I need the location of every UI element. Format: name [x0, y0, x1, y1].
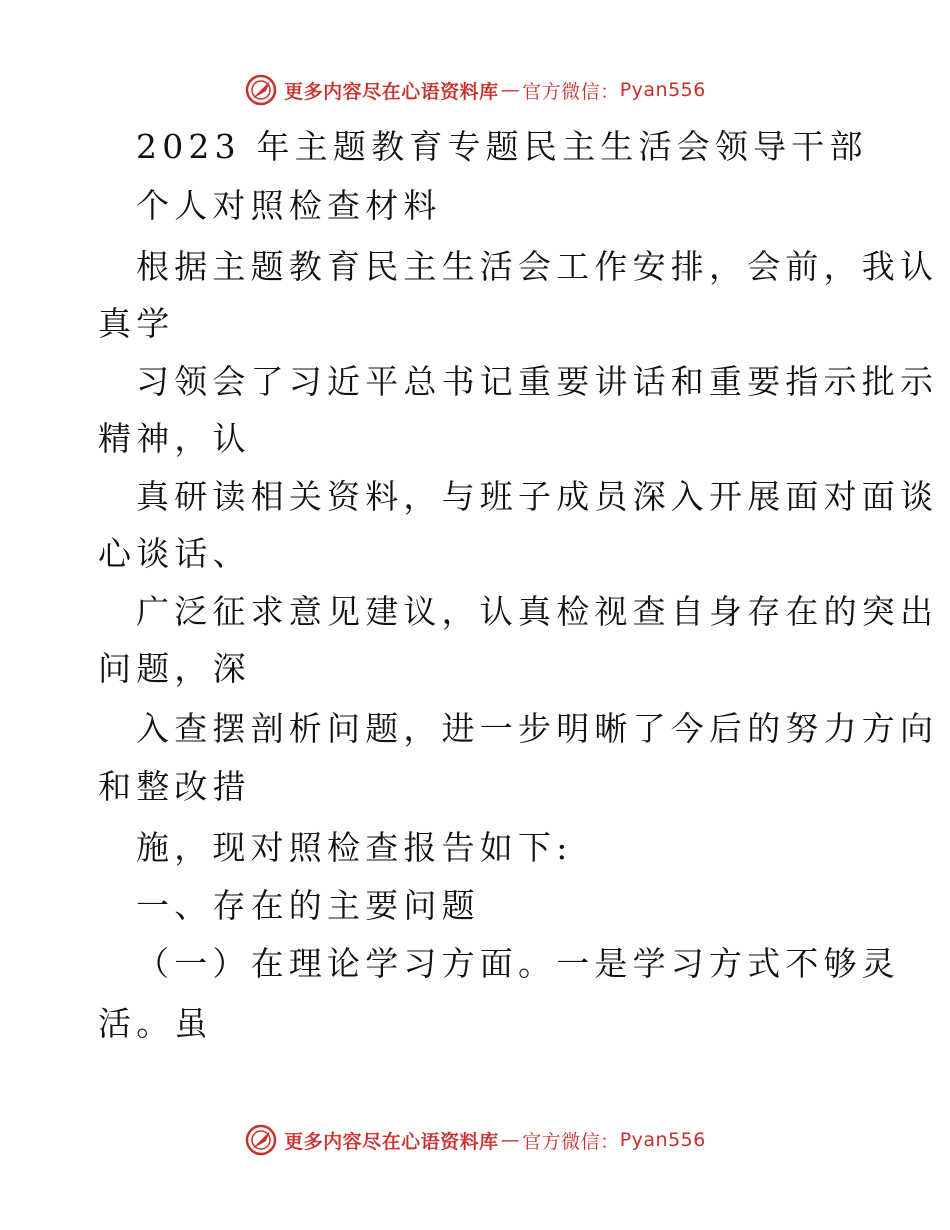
watermark-contact-label: 官方微信： [522, 80, 620, 103]
paragraph-line: 问题，深 [98, 649, 251, 688]
watermark-dash: — [500, 79, 521, 101]
paragraph-line: 入查摆剖析问题，进一步明晰了今后的努力方向 [136, 709, 939, 748]
paragraph-line: 根据主题教育民主生活会工作安排，会前，我认 [136, 247, 939, 286]
section-heading: 一、存在的主要问题 [136, 886, 480, 925]
document-title-line-2: 个人对照检查材料 [136, 186, 442, 225]
paragraph-line: 施，现对照检查报告如下: [136, 828, 573, 867]
paragraph-line: 真研读相关资料，与班子成员深入开展面对面谈 [136, 477, 939, 516]
paragraph-line: 活。虽 [98, 1004, 213, 1043]
document-title-line-1: 2023 年主题教育专题民主生活会领导干部 [136, 127, 868, 166]
paragraph-line: 和整改措 [98, 767, 251, 806]
watermark-footer [0, 1120, 950, 1160]
paragraph-line: 精神，认 [98, 419, 251, 458]
paragraph-line: 习领会了习近平总书记重要讲话和重要指示批示 [136, 362, 939, 401]
watermark-site-text: 更多内容尽在心语资料库 [284, 80, 499, 103]
quill-logo-icon [244, 73, 278, 107]
paragraph-line: 广泛征求意见建议，认真检视查自身存在的突出 [136, 592, 939, 631]
watermark-contact-id: Pyan556 [619, 1129, 706, 1151]
watermark-contact-id: Pyan556 [619, 79, 706, 101]
watermark-site-text: 更多内容尽在心语资料库 [284, 1130, 499, 1153]
watermark-header [0, 70, 950, 110]
watermark-dash: — [500, 1129, 521, 1151]
subsection-line: （一）在理论学习方面。一是学习方式不够灵 [136, 944, 900, 983]
watermark-contact-label: 官方微信： [522, 1130, 620, 1153]
paragraph-line: 真学 [98, 304, 175, 343]
quill-logo-icon [244, 1123, 278, 1157]
paragraph-line: 心谈话、 [98, 534, 251, 573]
